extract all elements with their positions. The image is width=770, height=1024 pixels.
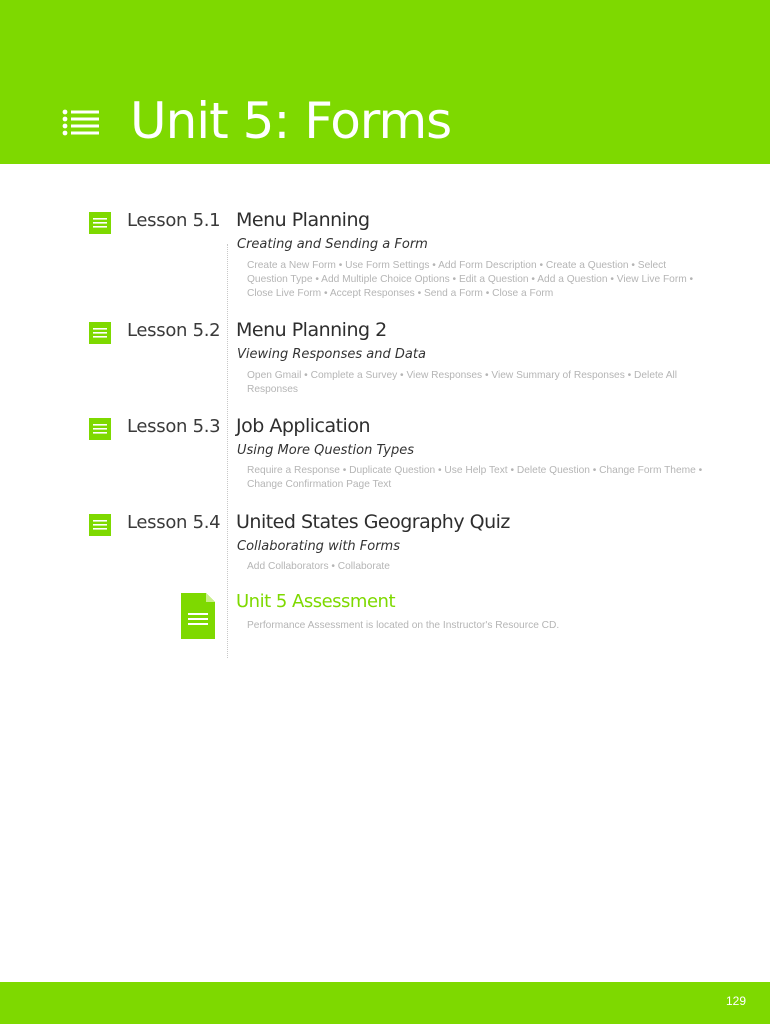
lesson-number: Lesson 5.2 <box>127 320 221 341</box>
lesson-number: Lesson 5.1 <box>127 210 221 231</box>
unit-header <box>0 0 770 164</box>
document-icon <box>181 593 215 639</box>
lesson-title: United States Geography Quiz <box>236 511 510 533</box>
lesson-list-icon <box>89 212 111 234</box>
dotted-divider <box>227 244 228 658</box>
lesson-topics: Add Collaborators • Collaborate <box>247 561 390 572</box>
page-footer <box>0 982 770 1024</box>
lesson-list-icon <box>89 514 111 536</box>
lesson-subtitle: Viewing Responses and Data <box>237 347 426 362</box>
assessment-title: Unit 5 Assessment <box>236 591 396 612</box>
lesson-topics: Open Gmail • Complete a Survey • View Responses • View Summary of Responses • Delete All Responses <box>247 370 678 395</box>
lesson-number: Lesson 5.3 <box>127 416 221 437</box>
unit-title: Unit 5: Forms <box>130 92 452 150</box>
assessment-description: Performance Assessment is located on the Instructor's Resource CD. <box>247 620 560 631</box>
lesson-title: Menu Planning 2 <box>236 319 387 341</box>
lesson-topics: Require a Response • Duplicate Question • Use Help Text • Delete Question • Change Form Theme • Change Confirmation Page Text <box>247 465 703 490</box>
lesson-title: Job Application <box>236 415 370 437</box>
lesson-list-icon <box>89 322 111 344</box>
lesson-title: Menu Planning <box>236 209 370 231</box>
page-number: 129 <box>725 994 746 1008</box>
lesson-topics: Create a New Form • Use Form Settings • Add Form Description • Create a Question • Select Question Type • Add Multiple Choice Options • Edit a Question • Add a Question • View Live Form • Close Live Form • Accept Responses • Send a Form • Close a Form <box>247 260 694 299</box>
lesson-subtitle: Collaborating with Forms <box>237 539 400 554</box>
lesson-list-icon <box>89 418 111 440</box>
list-icon <box>62 108 100 136</box>
lesson-number: Lesson 5.4 <box>127 512 221 533</box>
lesson-subtitle: Creating and Sending a Form <box>237 237 428 252</box>
lesson-subtitle: Using More Question Types <box>237 443 414 458</box>
